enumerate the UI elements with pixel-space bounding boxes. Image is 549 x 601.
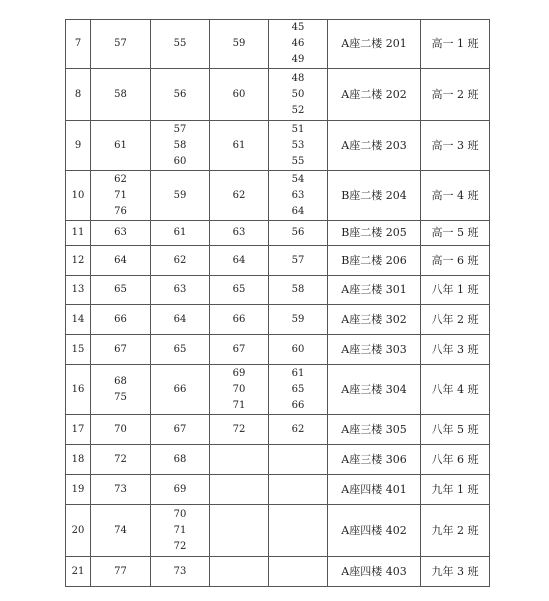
cell-value: 59 [291,313,305,325]
column-1-cell [91,69,151,121]
column-1-cell [91,171,151,221]
cell-value: 66 [291,399,305,411]
cell-value: 67 [173,423,187,435]
column-1-cell [91,475,151,505]
row-number-cell: 16 [66,365,91,415]
column-3-cell [210,305,269,335]
column-3-cell [210,276,269,305]
column-1-cell [91,121,151,171]
cell-value: 73 [173,565,187,577]
class-cell: 高一 5 班 [421,221,490,246]
cell-value: 55 [173,38,187,49]
column-2-cell [151,505,210,557]
row-number-cell: 15 [66,335,91,365]
cell-value: 63 [114,227,127,238]
row-number-cell: 17 [66,415,91,445]
room-cell: A座三楼 303 [328,335,421,365]
row-number-cell: 20 [66,505,91,557]
column-3-cell [210,415,269,445]
row-number-cell: 9 [66,121,91,171]
cell-value: 55 [291,155,305,167]
cell-value: 61 [173,227,187,238]
table-row [66,276,490,305]
cell-value: 62 [114,173,127,185]
cell-value: 59 [173,189,187,201]
column-4-cell [269,246,328,276]
room-cell: A座四楼 403 [328,557,421,587]
cell-value: 63 [291,189,305,201]
cell-value: 56 [173,88,187,100]
allocation-table [65,19,490,587]
cell-value: 65 [114,284,127,295]
cell-value: 65 [232,284,246,295]
column-2-cell [151,276,210,305]
cell-value: 66 [173,383,187,395]
cell-value: 64 [173,313,187,325]
column-2-cell [151,121,210,171]
class-cell: 八年 2 班 [421,305,490,335]
cell-value: 59 [232,38,246,49]
cell-value: 68 [114,375,127,387]
class-cell: 八年 6 班 [421,445,490,475]
column-1-cell [91,505,151,557]
cell-value: 56 [291,227,305,238]
column-4-cell [269,445,328,475]
column-3-cell [210,557,269,587]
column-2-cell [151,305,210,335]
class-cell: 高一 2 班 [421,69,490,121]
class-cell: 高一 6 班 [421,246,490,276]
column-4-cell [269,505,328,557]
column-2-cell [151,171,210,221]
table-row [66,20,490,69]
column-4-cell [269,415,328,445]
table-row [66,171,490,221]
cell-value: 69 [173,483,187,495]
column-3-cell [210,335,269,365]
column-4-cell [269,305,328,335]
cell-value: 66 [232,313,246,325]
column-4-cell [269,171,328,221]
column-3-cell [210,121,269,171]
column-3-cell [210,221,269,246]
cell-value: 71 [114,189,127,201]
column-3-cell [210,69,269,121]
column-1-cell [91,20,151,69]
table-row [66,305,490,335]
table-row [66,445,490,475]
column-4-cell [269,121,328,171]
cell-value: 68 [173,453,187,465]
cell-value: 73 [114,483,127,495]
table-row [66,335,490,365]
column-1-cell [91,246,151,276]
column-1-cell [91,305,151,335]
room-cell: A座四楼 402 [328,505,421,557]
cell-value: 54 [291,173,305,185]
cell-value: 58 [114,88,127,100]
cell-value: 66 [114,313,127,325]
cell-value: 76 [114,205,127,217]
class-cell: 八年 3 班 [421,335,490,365]
cell-value: 62 [291,423,305,435]
cell-value: 67 [114,343,127,355]
cell-value: 72 [232,423,246,435]
cell-value: 65 [291,383,305,395]
column-3-cell [210,505,269,557]
column-1-cell [91,365,151,415]
cell-value: 75 [114,391,127,403]
cell-value: 67 [232,343,246,355]
room-cell: A座三楼 305 [328,415,421,445]
row-number-cell: 18 [66,445,91,475]
column-1-cell [91,445,151,475]
table-row [66,415,490,445]
cell-value: 57 [114,38,127,49]
cell-value: 70 [114,423,127,435]
cell-value: 63 [232,227,246,238]
column-3-cell [210,20,269,69]
column-3-cell [210,171,269,221]
cell-value: 61 [232,139,246,151]
cell-value: 53 [291,139,305,151]
row-number-cell: 12 [66,246,91,276]
row-number-cell: 14 [66,305,91,335]
cell-value: 57 [291,254,305,266]
column-2-cell [151,69,210,121]
room-cell: B座二楼 204 [328,171,421,221]
table-body [66,20,490,587]
cell-value: 49 [291,54,305,65]
cell-value: 60 [232,88,246,100]
class-cell: 九年 2 班 [421,505,490,557]
cell-value: 52 [291,104,305,116]
cell-value: 64 [114,254,127,266]
cell-value: 45 [291,22,305,33]
table-row [66,475,490,505]
row-number-cell: 10 [66,171,91,221]
cell-value: 72 [114,453,127,465]
column-4-cell [269,221,328,246]
column-1-cell [91,276,151,305]
table-row [66,557,490,587]
column-4-cell [269,276,328,305]
column-2-cell [151,365,210,415]
cell-value: 62 [232,189,246,201]
cell-value: 50 [291,88,305,100]
column-2-cell [151,246,210,276]
column-2-cell [151,20,210,69]
cell-value: 74 [114,524,127,536]
row-number-cell: 8 [66,69,91,121]
room-cell: A座三楼 304 [328,365,421,415]
cell-value: 60 [291,343,305,355]
column-4-cell [269,475,328,505]
column-1-cell [91,415,151,445]
cell-value: 46 [291,38,305,49]
row-number-cell: 19 [66,475,91,505]
cell-value: 57 [173,123,187,135]
class-cell: 高一 4 班 [421,171,490,221]
row-number-cell: 7 [66,20,91,69]
room-cell: A座四楼 401 [328,475,421,505]
column-2-cell [151,335,210,365]
table-row [66,246,490,276]
cell-value: 63 [173,284,187,295]
room-cell: B座二楼 205 [328,221,421,246]
class-cell: 八年 5 班 [421,415,490,445]
cell-value: 61 [291,367,305,379]
column-2-cell [151,557,210,587]
column-3-cell [210,246,269,276]
table-row [66,505,490,557]
column-4-cell [269,69,328,121]
table-row [66,69,490,121]
column-1-cell [91,335,151,365]
cell-value: 72 [173,540,187,552]
room-cell: A座二楼 202 [328,69,421,121]
column-1-cell [91,221,151,246]
column-3-cell [210,445,269,475]
table-row [66,221,490,246]
class-cell: 高一 1 班 [421,20,490,69]
room-cell: A座三楼 302 [328,305,421,335]
cell-value: 51 [291,123,305,135]
class-cell: 九年 1 班 [421,475,490,505]
row-number-cell: 13 [66,276,91,305]
cell-value: 60 [173,155,187,167]
cell-value: 70 [232,383,246,395]
cell-value: 65 [173,343,187,355]
room-cell: A座二楼 203 [328,121,421,171]
table-row [66,121,490,171]
cell-value: 58 [291,284,305,295]
cell-value: 64 [232,254,246,266]
column-3-cell [210,475,269,505]
column-2-cell [151,221,210,246]
class-cell: 八年 1 班 [421,276,490,305]
cell-value: 69 [232,367,246,379]
column-4-cell [269,20,328,69]
row-number-cell: 21 [66,557,91,587]
class-cell: 九年 3 班 [421,557,490,587]
cell-value: 77 [114,565,127,577]
class-cell: 高一 3 班 [421,121,490,171]
cell-value: 70 [173,508,187,520]
column-4-cell [269,365,328,415]
class-cell: 八年 4 班 [421,365,490,415]
cell-value: 58 [173,139,187,151]
cell-value: 61 [114,139,127,151]
cell-value: 62 [173,254,187,266]
column-2-cell [151,475,210,505]
column-4-cell [269,557,328,587]
column-3-cell [210,365,269,415]
column-1-cell [91,557,151,587]
column-2-cell [151,415,210,445]
column-4-cell [269,335,328,365]
cell-value: 48 [291,72,305,84]
room-cell: A座三楼 306 [328,445,421,475]
room-cell: B座二楼 206 [328,246,421,276]
cell-value: 71 [232,399,246,411]
room-cell: A座三楼 301 [328,276,421,305]
room-cell: A座二楼 201 [328,20,421,69]
table-row [66,365,490,415]
column-2-cell [151,445,210,475]
cell-value: 64 [291,205,305,217]
row-number-cell: 11 [66,221,91,246]
cell-value: 71 [173,524,187,536]
